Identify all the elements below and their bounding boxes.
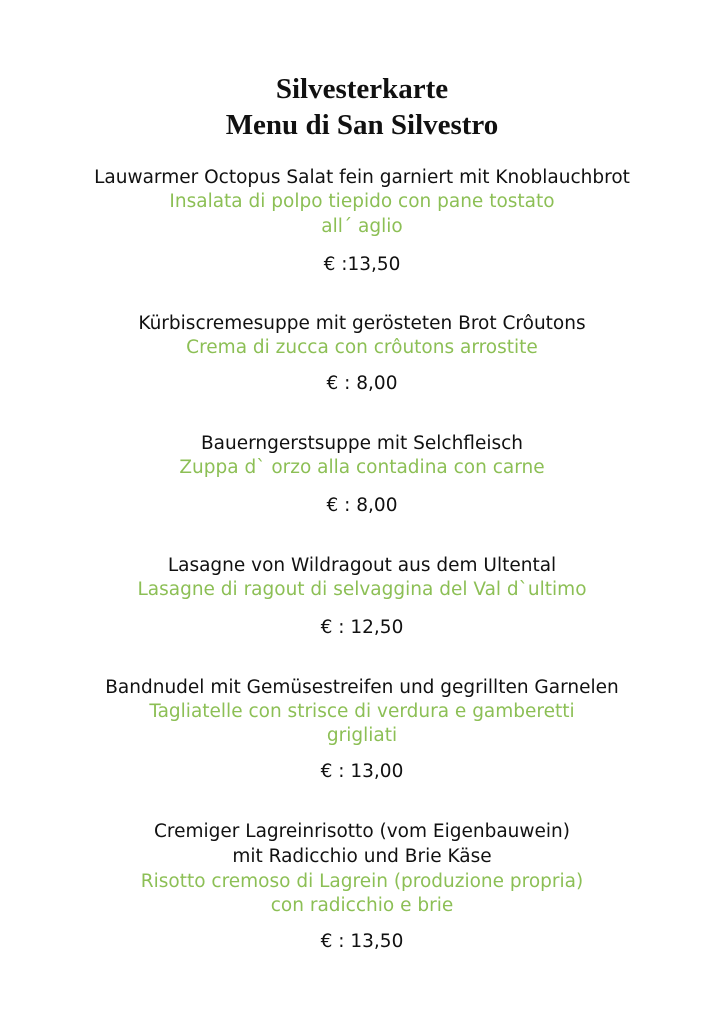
dish-name-italian: Lasagne di ragout di selvaggina del Val d`ultimo [137, 579, 587, 600]
dish-name-italian: Tagliatelle con strisce di verdura e gamberetti [149, 701, 575, 722]
dish-name-german: Bandnudel mit Gemüsestreifen und gegrillten Garnelen [105, 677, 619, 698]
dish-price: € : 12,50 [320, 617, 404, 638]
dish-name-italian: grigliati [326, 725, 398, 746]
dish-name-italian: Zuppa d` orzo alla contadina con carne [179, 457, 545, 478]
dish-name-german: Kürbiscremesuppe mit gerösteten Brot Crôutons [138, 313, 586, 334]
dish-name-german: mit Radicchio und Brie Käse [232, 846, 492, 867]
dish-name-italian: all´ aglio [321, 216, 403, 237]
dish-name-italian: Crema di zucca con crôutons arrostite [186, 337, 538, 358]
dish-name-italian: con radicchio e brie [270, 895, 454, 916]
dish-price: € : 8,00 [326, 495, 398, 516]
dish-name-german: Lauwarmer Octopus Salat fein garniert mit Knoblauchbrot [94, 167, 630, 188]
menu-title-german: Silvesterkarte [275, 73, 449, 105]
dish-price: € : 13,50 [320, 931, 404, 952]
dish-price: € : 13,00 [320, 761, 404, 782]
dish-name-german: Lasagne von Wildragout aus dem Ultental [167, 555, 557, 576]
dish-price: € : 8,00 [326, 373, 398, 394]
dish-name-italian: Insalata di polpo tiepido con pane tostato [169, 191, 555, 212]
dish-price: € :13,50 [323, 254, 401, 275]
dish-name-german: Cremiger Lagreinrisotto (vom Eigenbauwein) [154, 821, 570, 842]
menu-title-italian: Menu di San Silvestro [225, 109, 499, 141]
dish-name-german: Bauerngerstsuppe mit Selchfleisch [200, 433, 524, 454]
dish-name-italian: Risotto cremoso di Lagrein (produzione propria) [140, 871, 584, 892]
